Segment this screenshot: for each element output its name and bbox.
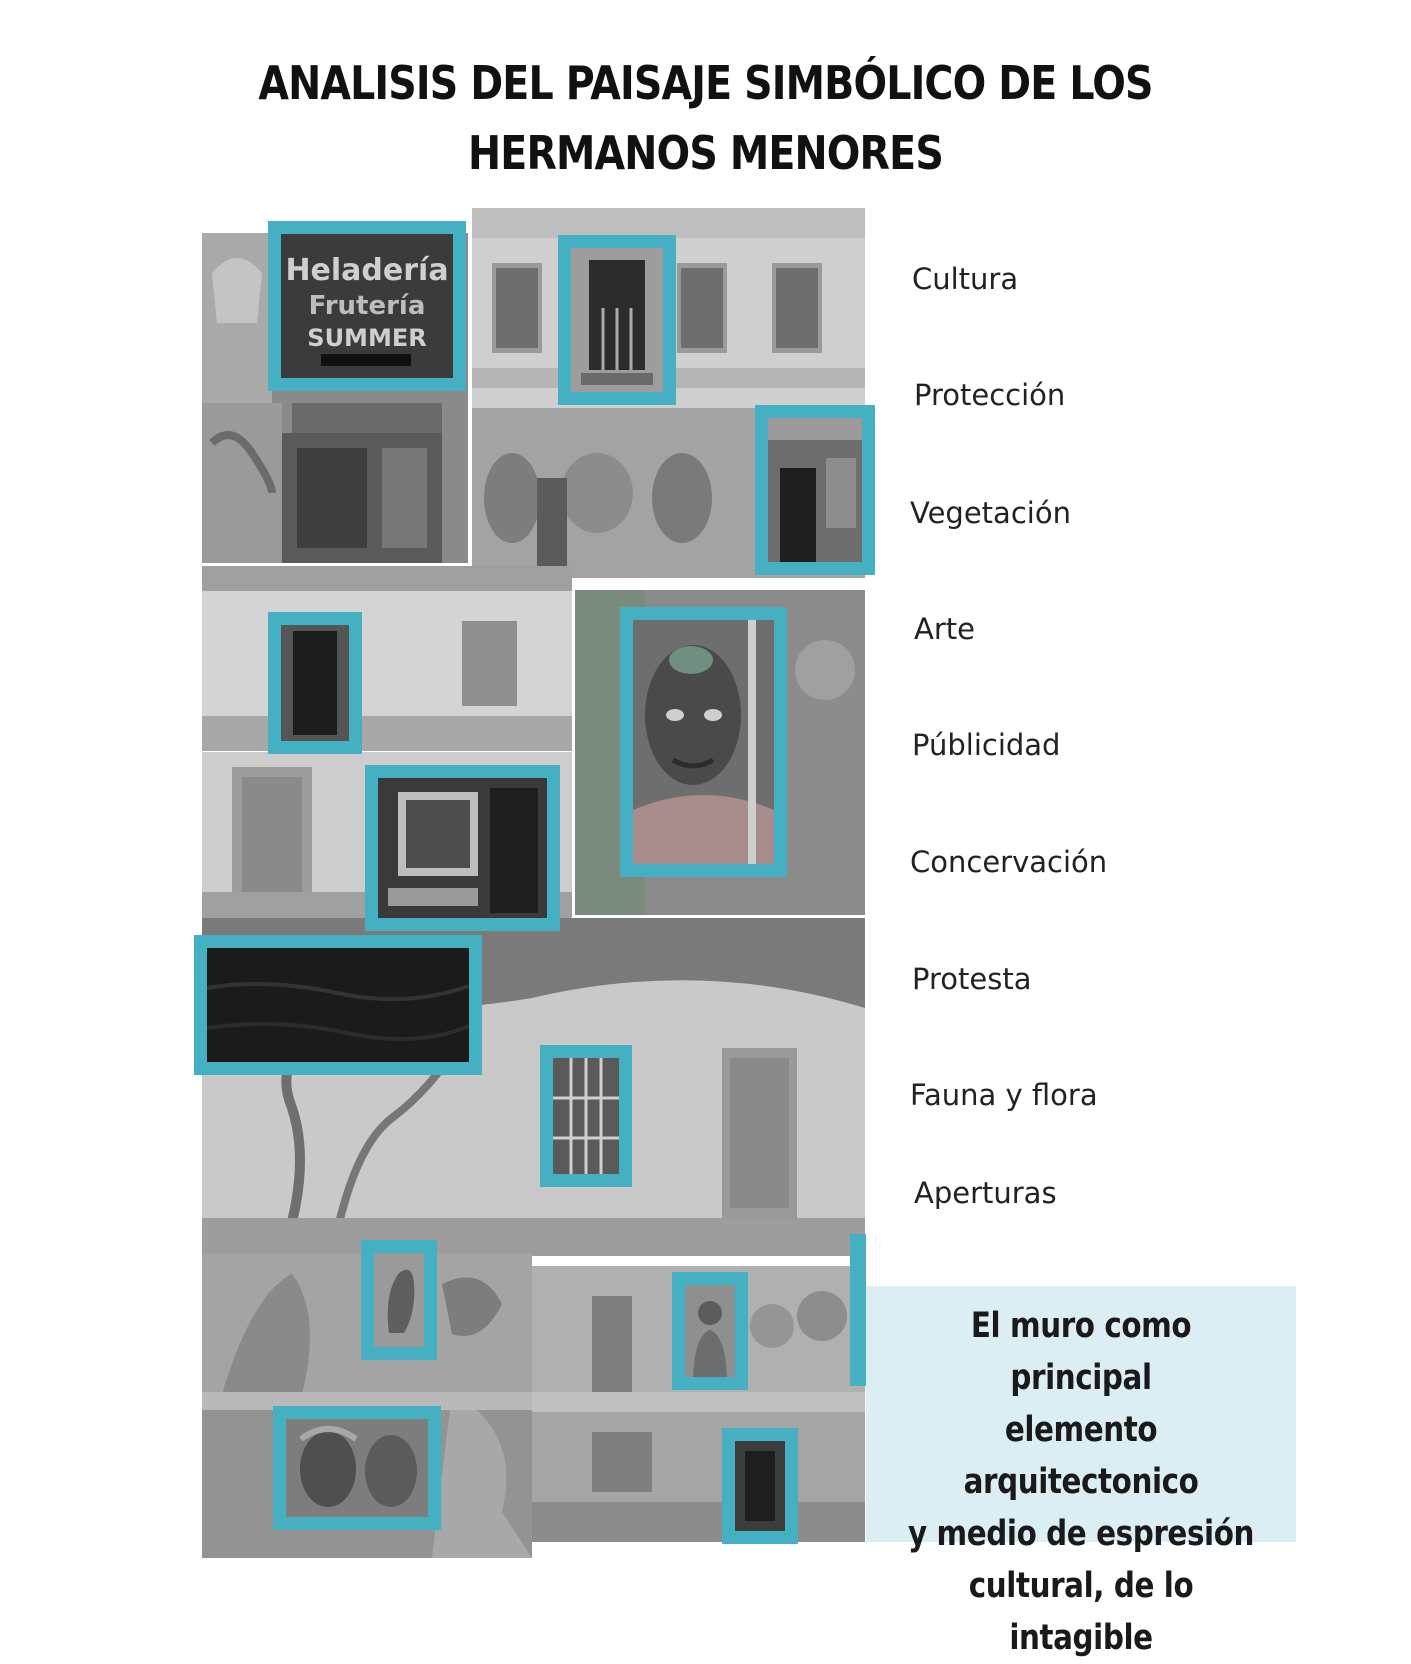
svg-text:Frutería: Frutería xyxy=(308,291,426,321)
icecream-sign-graphic xyxy=(281,234,453,378)
legend-arte: Arte xyxy=(914,612,975,646)
highlight-sign-icecream xyxy=(268,221,466,391)
highlight-shop-advertising xyxy=(365,765,560,931)
bird-mural-graphic xyxy=(374,1253,424,1347)
mural-face-graphic xyxy=(633,620,774,864)
highlight-conservation xyxy=(194,935,482,1075)
highlight-door-dark xyxy=(268,612,362,754)
svg-text:Heladería: Heladería xyxy=(285,253,449,288)
legend-proteccion: Protección xyxy=(914,378,1066,412)
highlight-window-protest xyxy=(540,1045,632,1187)
legend-protesta: Protesta xyxy=(912,962,1032,996)
legend-vegetacion: Vegetación xyxy=(910,496,1071,530)
legend-aperturas: Aperturas xyxy=(914,1176,1057,1210)
opening-graphic xyxy=(735,1441,785,1531)
legend-fauna-flora: Fauna y flora xyxy=(910,1078,1098,1112)
shop-window-graphic xyxy=(378,778,547,918)
legend-publicidad: Públicidad xyxy=(912,728,1061,762)
page-title-line-2: HERMANOS MENORES xyxy=(468,126,943,180)
person-mural-graphic xyxy=(685,1285,735,1377)
photo-plain-facade xyxy=(202,566,572,751)
doorway-graphic xyxy=(768,418,862,562)
highlight-opening xyxy=(722,1428,798,1544)
legend-cultura: Cultura xyxy=(912,262,1019,296)
callout-text xyxy=(900,1300,1261,1664)
highlight-door-vegetation xyxy=(755,405,875,575)
dark-wall-graphic xyxy=(207,948,469,1062)
highlight-person-mural xyxy=(672,1272,748,1390)
page-title-line-1: ANALISIS DEL PAISAJE SIMBÓLICO DE LOS xyxy=(258,56,1153,110)
highlight-portraits-art xyxy=(273,1406,441,1530)
callout-line-3: y medio de espresión xyxy=(907,1514,1254,1554)
dark-door-graphic xyxy=(281,625,349,741)
barred-window-2-graphic xyxy=(553,1058,619,1174)
legend-concervacion: Concervación xyxy=(910,845,1108,879)
callout-line-4: cultural, de lo intagible xyxy=(968,1566,1194,1658)
svg-text:SUMMER: SUMMER xyxy=(307,324,427,352)
highlight-mural-art xyxy=(620,607,787,877)
callout-accent-bar xyxy=(850,1234,866,1386)
highlight-window-protection xyxy=(558,235,676,405)
callout-line-2: elemento arquitectonico xyxy=(963,1410,1199,1502)
barred-window-graphic xyxy=(571,248,663,392)
photo-street-houses xyxy=(532,1392,865,1542)
portraits-mural-graphic xyxy=(286,1419,428,1517)
callout-line-1: El muro como principal xyxy=(970,1306,1192,1398)
highlight-bird-fauna xyxy=(361,1240,437,1360)
